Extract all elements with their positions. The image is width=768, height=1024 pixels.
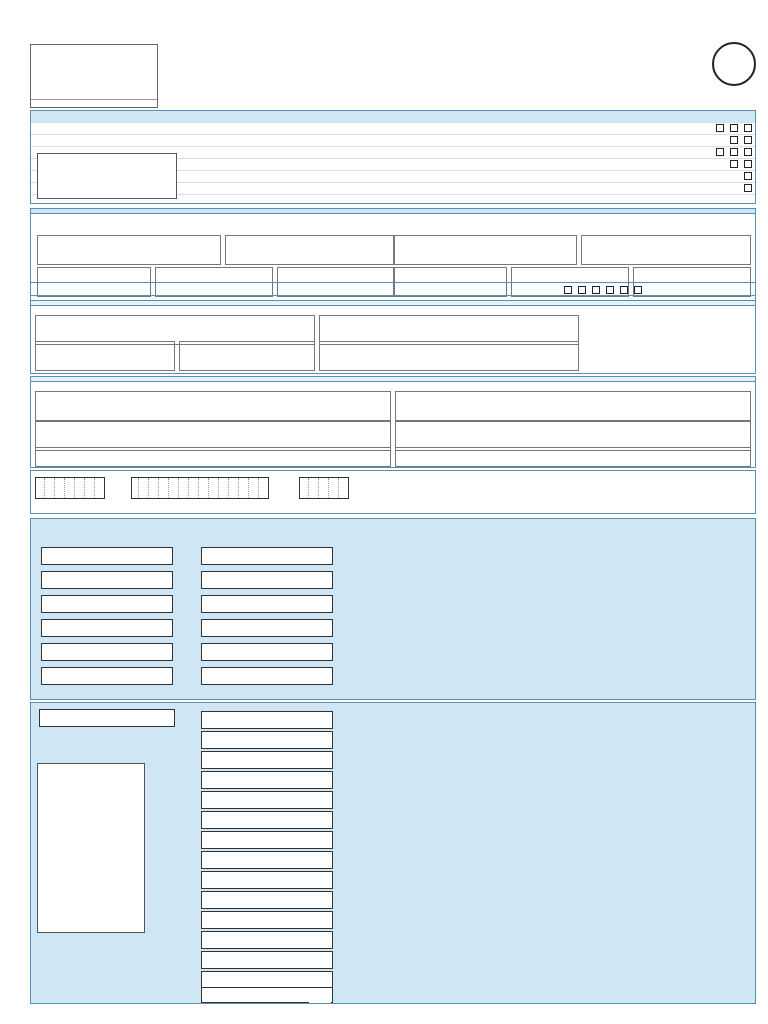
phone-fax-field[interactable] (179, 341, 315, 371)
office-stamp-box (30, 44, 158, 108)
tax-authority-logo (712, 42, 756, 86)
general-row (31, 135, 755, 147)
email-field[interactable] (319, 341, 579, 371)
field-code (309, 670, 331, 684)
income-field-registered[interactable] (201, 751, 333, 769)
checkbox[interactable] (592, 286, 600, 294)
id-number-field[interactable] (393, 235, 577, 265)
spouse-last-name-field[interactable] (225, 235, 395, 265)
field-code (309, 794, 331, 808)
field-code (309, 974, 331, 988)
income-field-spouse[interactable] (41, 643, 173, 661)
field-code (309, 550, 331, 564)
checkbox[interactable] (744, 136, 752, 144)
occupation-heading (30, 376, 756, 382)
address-heading (30, 300, 756, 306)
spouse-income-note (37, 763, 145, 933)
checkbox[interactable] (744, 160, 752, 168)
income-field-registered[interactable] (201, 547, 333, 565)
field-code (309, 894, 331, 908)
income-field-registered[interactable] (201, 911, 333, 929)
field-code (309, 754, 331, 768)
income-field-registered[interactable] (201, 831, 333, 849)
form-header (30, 12, 756, 108)
income-field-registered[interactable] (201, 891, 333, 909)
checkbox[interactable] (730, 148, 738, 156)
field-code (309, 574, 331, 588)
marital-status-row (30, 282, 756, 296)
mobile-phone-field[interactable] (35, 341, 175, 371)
income-field-registered[interactable] (201, 571, 333, 589)
main-occupation-field[interactable] (395, 391, 751, 421)
income-field-registered[interactable] (201, 987, 333, 1003)
spouse-additional-employers-field[interactable] (35, 447, 391, 467)
income-field-registered[interactable] (201, 811, 333, 829)
field-code (149, 646, 171, 660)
checkbox[interactable] (634, 286, 642, 294)
bank-branch-field-1[interactable] (35, 477, 105, 499)
spouse-id-field[interactable] (37, 235, 221, 265)
tax-form-page (30, 12, 756, 1016)
checkbox[interactable] (744, 172, 752, 180)
submission-date-label (31, 99, 157, 103)
field-code (309, 854, 331, 868)
income-field-spouse[interactable] (41, 547, 173, 565)
income-field-registered[interactable] (201, 619, 333, 637)
last-name-field[interactable] (581, 235, 751, 265)
income-field-registered[interactable] (201, 851, 333, 869)
income-field-registered[interactable] (201, 771, 333, 789)
checkbox[interactable] (716, 124, 724, 132)
field-code (309, 734, 331, 748)
checkbox[interactable] (716, 148, 724, 156)
field-code (309, 874, 331, 888)
bank-account-field-2[interactable] (299, 477, 349, 499)
income-field-spouse[interactable] (41, 595, 173, 613)
field-code (309, 934, 331, 948)
income-field-registered[interactable] (201, 871, 333, 889)
checkbox[interactable] (730, 136, 738, 144)
additional-employers-field[interactable] (395, 447, 751, 467)
checkbox[interactable] (744, 184, 752, 192)
checkbox[interactable] (730, 160, 738, 168)
income-field-registered[interactable] (201, 791, 333, 809)
field-code (149, 550, 171, 564)
field-code (309, 989, 331, 1003)
income-field-registered[interactable] (201, 951, 333, 969)
file-number-box[interactable] (37, 153, 177, 199)
field-code (149, 598, 171, 612)
field-code (149, 670, 171, 684)
income-field-registered[interactable] (201, 667, 333, 685)
field-code (309, 954, 331, 968)
checkbox[interactable] (744, 148, 752, 156)
checkbox[interactable] (606, 286, 614, 294)
occupation-section (30, 376, 756, 468)
field-code (309, 714, 331, 728)
checkbox[interactable] (578, 286, 586, 294)
field-code (309, 598, 331, 612)
income-field-registered[interactable] (201, 643, 333, 661)
personal-details-heading (30, 208, 756, 214)
income-field-top[interactable] (39, 709, 175, 727)
field-code (149, 622, 171, 636)
field-code (309, 622, 331, 636)
income-field-spouse[interactable] (41, 571, 173, 589)
income-section-b (30, 702, 756, 1004)
income-field-registered[interactable] (201, 711, 333, 729)
checkbox[interactable] (620, 286, 628, 294)
income-section-a (30, 518, 756, 700)
field-code (309, 774, 331, 788)
checkbox[interactable] (730, 124, 738, 132)
field-code (309, 834, 331, 848)
general-details-section (30, 110, 756, 204)
general-details-heading (31, 111, 755, 123)
spouse-occupation-field[interactable] (35, 391, 391, 421)
income-field-registered[interactable] (201, 931, 333, 949)
income-field-registered[interactable] (201, 595, 333, 613)
address-section (30, 300, 756, 374)
field-code (309, 814, 331, 828)
vertical-form-note (6, 792, 20, 1012)
bank-account-field-1[interactable] (131, 477, 269, 499)
field-code (309, 914, 331, 928)
field-code (309, 646, 331, 660)
checkbox[interactable] (744, 124, 752, 132)
field-code (149, 574, 171, 588)
income-field-spouse[interactable] (41, 619, 173, 637)
bank-details-section (30, 470, 756, 514)
income-field-registered[interactable] (201, 731, 333, 749)
checkbox[interactable] (564, 286, 572, 294)
income-field-spouse[interactable] (41, 667, 173, 685)
general-row (31, 123, 755, 135)
